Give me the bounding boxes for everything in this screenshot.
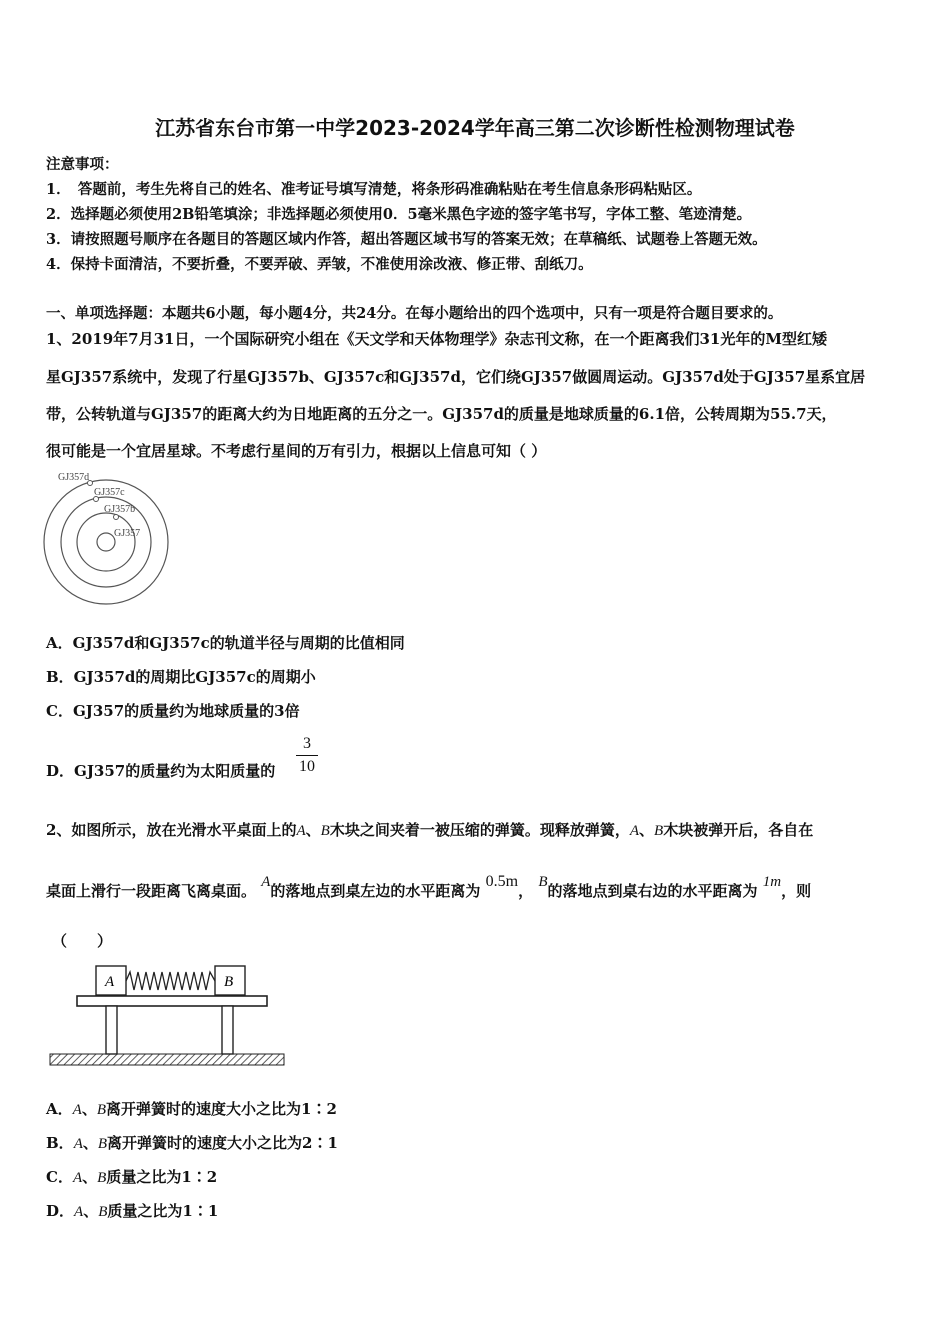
q2-text: 桌面上滑行一段距离飞离桌面。 — [46, 882, 257, 900]
var-b: B — [97, 1136, 108, 1152]
floor — [50, 1054, 284, 1065]
q2-text: 的落地点到桌左边的水平距离为 — [270, 882, 481, 900]
q1-option-b: B．GJ357d的周期比GJ357c的周期小 — [46, 668, 316, 686]
separator: 、 — [305, 821, 321, 839]
fraction-denominator: 10 — [299, 758, 315, 775]
q1-text: 星GJ357系统中，发现了行星GJ357b、GJ357c和GJ357d，它们绕GJ357做圆周运动。GJ357d处于GJ357星系宜居 — [46, 368, 866, 386]
option-text: 离开弹簧时的速度大小之比为2∶1 — [107, 1134, 338, 1152]
var-b: B — [538, 874, 548, 890]
notice-item: 4．保持卡面清洁，不要折叠，不要弄破、弄皱，不准使用涂改液、修正带、刮纸刀。 — [46, 256, 593, 273]
table-leg-right — [222, 1006, 233, 1054]
table-leg-left — [106, 1006, 117, 1054]
q2-text: 木块之间夹着一被压缩的弹簧。现释放弹簧， — [329, 821, 630, 839]
q2-text: 的落地点到桌右边的水平距离为 — [547, 882, 758, 900]
orbit-b — [77, 513, 135, 571]
option-label: B． — [46, 1134, 74, 1152]
separator: 、 — [83, 1202, 99, 1220]
var-a: A — [629, 823, 639, 839]
separator: 、 — [639, 821, 655, 839]
var-a: A — [74, 1204, 84, 1220]
section-heading: 一、单项选择题：本题共6小题，每小题4分，共24分。在每小题给出的四个选项中，只有一项是符合题目要求的。 — [46, 305, 783, 322]
table-top — [77, 996, 267, 1006]
q1-text: 很可能是一个宜居星球。不考虑行星间的万有引力，根据以上信息可知（ ） — [46, 442, 547, 460]
q1-option-a: A．GJ357d和GJ357c的轨道半径与周期的比值相同 — [46, 634, 405, 652]
q1-text: 带，公转轨道与GJ357的距离大约为日地距离的五分之一。GJ357d的质量是地球质量的6.1倍，公转周期为55.7天， — [46, 405, 837, 423]
label-gj357d: GJ357d — [58, 472, 90, 483]
separator: 、 — [82, 1134, 98, 1152]
distance-b: 1m — [762, 874, 782, 890]
star-gj357 — [97, 533, 115, 551]
var-b: B — [654, 823, 664, 839]
q2-option-c — [46, 1166, 217, 1187]
q2-text-line2 — [46, 873, 906, 901]
option-text: 质量之比为1∶2 — [106, 1168, 218, 1186]
spring-table-diagram — [48, 960, 288, 1070]
var-b: B — [97, 1170, 107, 1186]
block-b-label: B — [224, 974, 234, 990]
q2-text-line1 — [46, 819, 906, 840]
option-text: 离开弹簧时的速度大小之比为1∶2 — [106, 1100, 337, 1118]
var-a: A — [73, 1136, 83, 1152]
orbit-d — [44, 480, 168, 604]
q2-text: 2、如图所示，放在光滑水平桌面上的 — [46, 821, 297, 839]
var-b: B — [98, 1204, 108, 1220]
fraction — [296, 735, 318, 776]
label-gj357b: GJ357b — [104, 504, 136, 515]
var-a: A — [72, 1170, 83, 1186]
q2-option-b — [46, 1132, 338, 1153]
distance-a: 0.5m — [485, 873, 519, 890]
notice-item: 2．选择题必须使用2B铅笔填涂；非选择题必须使用0．5毫米黑色字迹的签字笔书写，字体工整、笔迹清楚。 — [46, 206, 752, 223]
var-b: B — [96, 1102, 106, 1118]
planet-b — [114, 515, 119, 520]
q2-text: 木块被弹开后，各自在 — [663, 821, 814, 839]
q2-answer-paren: （ ） — [52, 932, 113, 950]
option-label: A． — [46, 1100, 73, 1118]
separator: 、 — [82, 1168, 98, 1186]
q2-option-d — [46, 1200, 218, 1221]
notice-heading: 注意事项： — [46, 156, 119, 173]
q1-text: 1、2019年7月31日，一个国际研究小组在《天文学和天体物理学》杂志刊文称，在一个距离我们31光年的M型红矮 — [46, 330, 827, 348]
option-label: C． — [46, 1168, 73, 1186]
separator: ， — [518, 882, 534, 900]
var-a: A — [72, 1102, 82, 1118]
var-b: B — [320, 823, 330, 839]
block-a-label: A — [105, 974, 115, 990]
label-gj357: GJ357 — [114, 528, 141, 539]
page-title: 江苏省东台市第一中学2023-2024学年高三第二次诊断性检测物理试卷 — [155, 116, 795, 140]
q1-option-c: C．GJ357的质量约为地球质量的3倍 — [46, 702, 300, 720]
notice-item: 3．请按照题号顺序在各题目的答题区域内作答，超出答题区域书写的答案无效；在草稿纸、试题卷上答题无效。 — [46, 231, 767, 248]
spring — [126, 972, 215, 990]
option-label: D． — [46, 1202, 75, 1220]
orbit-diagram — [40, 468, 180, 610]
fraction-numerator: 3 — [303, 735, 311, 752]
q1-option-d: D．GJ357的质量约为太阳质量的 — [46, 762, 276, 780]
q2-text: ，则 — [781, 882, 812, 900]
option-text: 质量之比为1∶1 — [107, 1202, 219, 1220]
label-gj357c: GJ357c — [94, 487, 125, 498]
separator: 、 — [81, 1100, 97, 1118]
fraction-bar — [296, 755, 318, 756]
q2-option-a — [46, 1098, 337, 1119]
var-a: A — [296, 823, 306, 839]
notice-item: 1． 答题前，考生先将自己的姓名、准考证号填写清楚，将条形码准确粘贴在考生信息条形码粘贴区。 — [46, 181, 702, 198]
var-a: A — [261, 874, 271, 890]
